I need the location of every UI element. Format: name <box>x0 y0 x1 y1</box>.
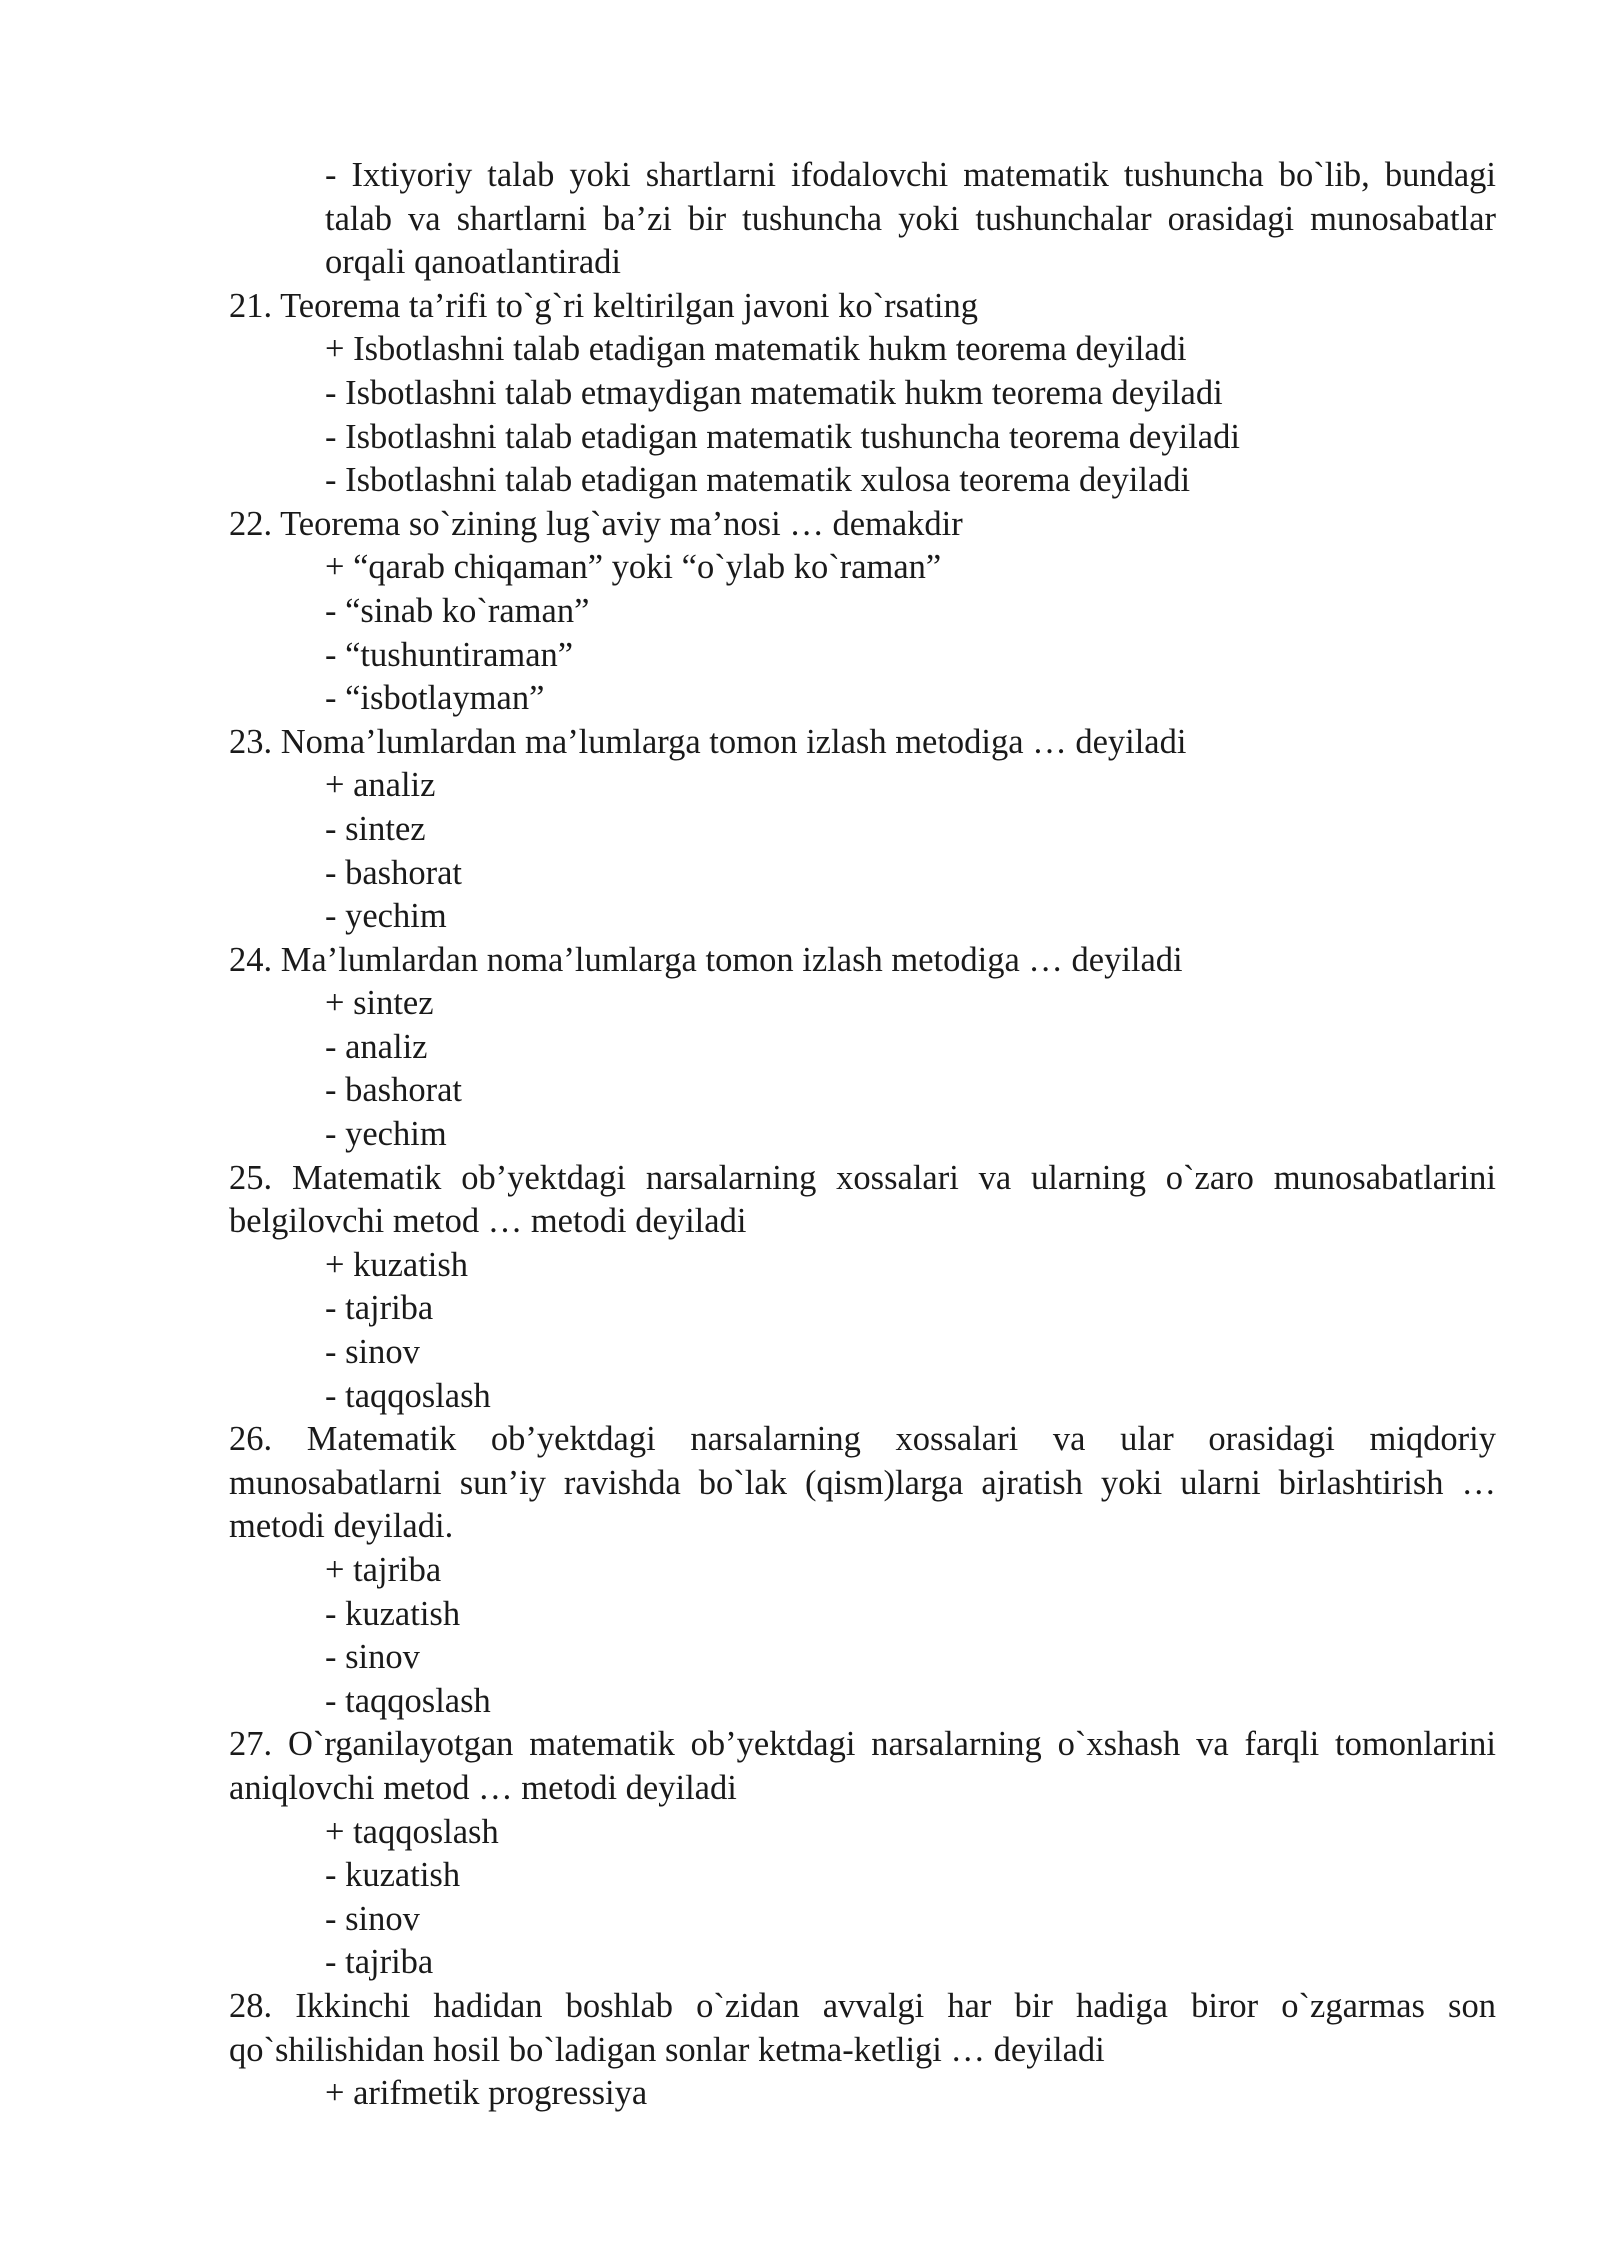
option: - Isbotlashni talab etmaydigan matematik hukm teorema deyiladi <box>325 373 1223 412</box>
document-page <box>229 154 1496 2116</box>
option: - bashorat <box>325 853 462 892</box>
option: + taqqoslash <box>325 1812 499 1851</box>
option: + tajriba <box>325 1551 442 1589</box>
option: - sintez <box>325 809 426 848</box>
question-text: 25. Matematik ob’yektdagi narsalarning xossalari va ularning o`zaro munosabatlarini belgilovchi metod … metodi deyiladi <box>229 1158 1496 1241</box>
answer-options <box>229 546 1496 720</box>
option: - “sinab ko`raman” <box>325 591 590 630</box>
question-block <box>229 721 1496 939</box>
option: - taqqoslash <box>325 1681 491 1720</box>
option: - Isbotlashni talab etadigan matematik xulosa teorema deyiladi <box>325 461 1191 500</box>
answer-options <box>229 1549 1496 1723</box>
question-text: 28. Ikkinchi hadidan boshlab o`zidan avvalgi har bir hadiga biror o`zgarmas son qo`shilishidan hosil bo`ladigan sonlar ketma-ketligi … deyiladi <box>229 1986 1496 2069</box>
option: - kuzatish <box>325 1594 461 1633</box>
answer-options <box>229 2072 1496 2116</box>
question-text: 27. O`rganilayotgan matematik ob’yektdagi narsalarning o`xshash va farqli tomonlarini aniqlovchi metod … metodi deyiladi <box>229 1725 1496 1807</box>
option: + kuzatish <box>325 1245 469 1284</box>
option: - sinov <box>325 1638 420 1677</box>
option: - bashorat <box>325 1071 462 1110</box>
option: + sintez <box>325 984 434 1023</box>
question-block <box>229 285 1496 503</box>
question-block <box>229 1723 1496 1985</box>
option: - yechim <box>325 1115 447 1154</box>
question-text: 24. Ma’lumlardan noma’lumlarga tomon izlash metodiga … deyiladi <box>229 940 1183 979</box>
option: - sinov <box>325 1333 420 1372</box>
question-text: 22. Teorema so`zining lug`aviy ma’nosi … demakdir <box>229 504 963 543</box>
answer-options <box>229 764 1496 938</box>
option: - tajriba <box>325 1289 434 1328</box>
question-block <box>229 1985 1496 2116</box>
option: - kuzatish <box>325 1856 461 1895</box>
option: + “qarab chiqaman” yoki “o`ylab ko`raman” <box>325 548 942 587</box>
question-text: 26. Matematik ob’yektdagi narsalarning xossalari va ular orasidagi miqdoriy munosabatlarni sun’iy ravishda bo`lak (qism)larga ajratish yoki ularni birlashtirish … metodi deyiladi. <box>229 1420 1496 1546</box>
question-text: 21. Teorema ta’rifi to`g`ri keltirilgan javoni ko`rsating <box>229 286 979 325</box>
option: - yechim <box>325 897 447 936</box>
option: - Isbotlashni talab etadigan matematik tushuncha teorema deyiladi <box>325 417 1240 456</box>
option: - sinov <box>325 1899 420 1938</box>
option: - “tushuntiraman” <box>325 635 574 674</box>
question-block <box>229 503 1496 721</box>
option: + analiz <box>325 766 436 805</box>
intro-options <box>229 154 1496 285</box>
option: + Isbotlashni talab etadigan matematik hukm teorema deyiladi <box>325 330 1187 369</box>
question-text: 23. Noma’lumlardan ma’lumlarga tomon izlash metodiga … deyiladi <box>229 722 1187 761</box>
answer-options <box>229 328 1496 502</box>
answer-options <box>229 1811 1496 1985</box>
option: - taqqoslash <box>325 1376 491 1415</box>
option: - tajriba <box>325 1943 434 1982</box>
option: - analiz <box>325 1027 428 1066</box>
answer-options <box>229 1244 1496 1418</box>
question-block <box>229 939 1496 1157</box>
question-block <box>229 1418 1496 1723</box>
question-block <box>229 1157 1496 1419</box>
option: - Ixtiyoriy talab yoki shartlarni ifodalovchi matematik tushuncha bo`lib, bundagi talab va shartlarni ba’zi bir tushuncha yoki tushunchalar orasidagi munosabatlar orqali qanoatlantiradi <box>325 156 1496 282</box>
answer-options <box>229 982 1496 1156</box>
option: + arifmetik progressiya <box>325 2074 648 2113</box>
option: - “isbotlayman” <box>325 679 545 718</box>
